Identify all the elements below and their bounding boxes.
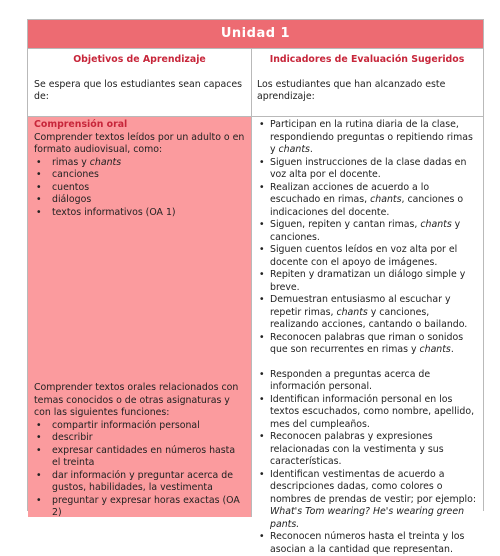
objective-2-list xyxy=(34,420,245,520)
objective-2-intro: Comprender textos orales relacionados con temas conocidos o de otras asignaturas y con las siguientes funciones: xyxy=(34,382,245,420)
list-item: • describir xyxy=(34,432,245,445)
indicator-item: • Identifican vestimentas de acuerdo a descripciones dadas, como colores o nombres de prendas de vestir; por ejemplo: What's Tom wearing? He's wearing green pants. xyxy=(258,469,477,532)
objectives-header-cell xyxy=(28,49,252,116)
objective-1-list xyxy=(34,157,245,220)
list-item: • canciones xyxy=(34,169,245,182)
indicator-item: • Realizan acciones de acuerdo a lo escuchado en rimas, chants, canciones o indicaciones del docente. xyxy=(258,182,477,220)
indicators-header-cell xyxy=(252,49,483,116)
objectives-header-subtitle: Se espera que los estudiantes sean capaces de: xyxy=(34,79,245,104)
indicator-item: • Identifican información personal en los textos escuchados, como nombre, apellido, mes del cumpleaños. xyxy=(258,394,477,432)
indicator-item: • Demuestran entusiasmo al escuchar y repetir rimas, chants y canciones, realizando acciones, cantando o bailando. xyxy=(258,294,477,332)
unit-title: Unidad 1 xyxy=(28,20,483,49)
objective-1-intro: Comprender textos leídos por un adulto o en formato audiovisual, como: xyxy=(34,132,245,157)
indicator-item: • Reconocen palabras que riman o sonidos que son recurrentes en rimas y chants. xyxy=(258,332,477,357)
objectives-header-title: Objetivos de Aprendizaje xyxy=(34,54,245,67)
indicator-item: • Reconocen números hasta el treinta y los asocian a la cantidad que representan. xyxy=(258,531,477,556)
indicator-item: • Participan en la rutina diaria de la clase, respondiendo preguntas o repitiendo rimas y chants. xyxy=(258,119,477,157)
indicator-item: • Repiten y dramatizan un diálogo simple y breve. xyxy=(258,269,477,294)
indicators-cell xyxy=(252,117,483,517)
list-item: • compartir información personal xyxy=(34,420,245,433)
indicators-header-subtitle: Los estudiantes que han alcanzado este aprendizaje: xyxy=(257,79,477,104)
list-item: • preguntar y expresar horas exactas (OA 2) xyxy=(34,495,245,520)
list-item: • expresar cantidades en números hasta el treinta xyxy=(34,445,245,470)
list-item: • dar información y preguntar acerca de gustos, habilidades, la vestimenta xyxy=(34,470,245,495)
list-item: • rimas y chants xyxy=(34,157,245,170)
indicator-item: • Reconocen palabras y expresiones relacionadas con la vestimenta y sus características. xyxy=(258,431,477,469)
list-item: • textos informativos (OA 1) xyxy=(34,207,245,220)
list-item: • cuentos xyxy=(34,182,245,195)
indicators-list-1 xyxy=(258,119,477,357)
indicator-item: • Siguen, repiten y cantan rimas, chants y canciones. xyxy=(258,219,477,244)
indicator-item: • Responden a preguntas acerca de información personal. xyxy=(258,369,477,394)
objectives-cell xyxy=(28,117,252,517)
indicator-item: • Siguen instrucciones de la clase dadas en voz alta por el docente. xyxy=(258,157,477,182)
curriculum-table xyxy=(27,19,484,511)
table-header-row xyxy=(28,49,483,117)
table-body-row xyxy=(28,117,483,517)
list-item: • diálogos xyxy=(34,194,245,207)
section-title-comprension-oral: Comprensión oral xyxy=(34,119,245,132)
indicator-item: • Siguen cuentos leídos en voz alta por el docente con el apoyo de imágenes. xyxy=(258,244,477,269)
indicators-header-title: Indicadores de Evaluación Sugeridos xyxy=(257,54,477,67)
indicators-list-2 xyxy=(258,369,477,556)
